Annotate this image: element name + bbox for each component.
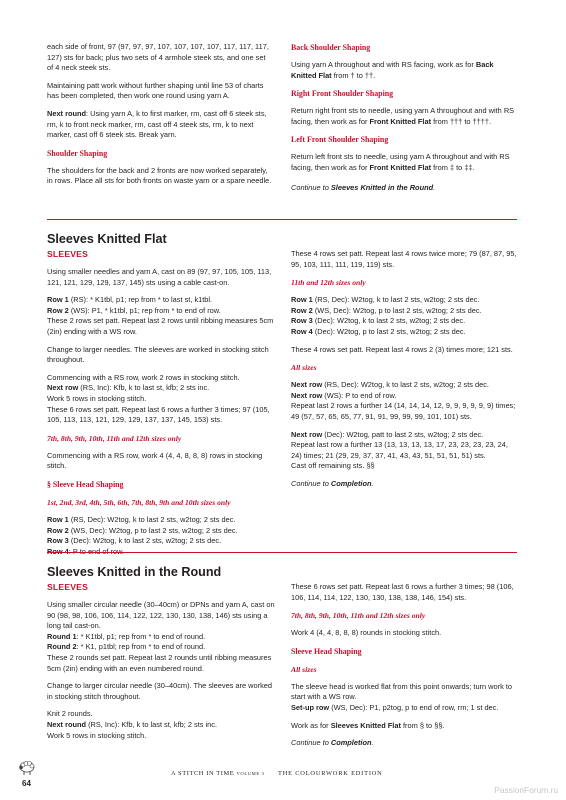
- footer-book-title: [171, 770, 264, 777]
- label: Set-up row: [291, 702, 330, 712]
- paragraph: Work 5 rows in stocking stitch.: [47, 393, 147, 403]
- text: from ‡ to ‡‡.: [431, 162, 475, 172]
- paragraph: Change to larger needles. The sleeves are worked in stocking stitch throughout.: [47, 344, 269, 365]
- paragraph: The shoulders for the back and 2 fronts are now worked separately, in rows. Place all sts for both fronts on waste yarn or a spare needle.: [47, 165, 272, 186]
- continue-note: [291, 738, 517, 749]
- continue-note: [291, 479, 517, 490]
- paragraph: These 6 rows set patt. Repeat last 6 rows a further 3 times; 97 (105, 105, 113, 113, 121, 129, 129, 137, 137, 145, 153) sts.: [47, 404, 270, 425]
- cross-ref: Completion: [330, 738, 372, 748]
- watermark: PassionForum.ru: [494, 785, 558, 795]
- subheading-sleeves: SLEEVES: [47, 582, 89, 592]
- cross-ref: Front Knitted Flat: [369, 116, 432, 126]
- heading-sleeve-head-shaping: § Sleeve Head Shaping: [47, 479, 124, 489]
- text: Continue to: [291, 738, 331, 748]
- cross-ref: Sleeves Knitted in the Round: [330, 182, 434, 192]
- paragraph: [291, 721, 517, 732]
- text: Continue to: [291, 478, 331, 488]
- label: Row 3: [291, 316, 313, 326]
- paragraph: Repeat last row a further 13 (13, 13, 13, 13, 17, 23, 23, 23, 23, 24, 24) times; 21 (29, 29, 37, 37, 41, 43, 43, 51, 51, 51, 51) sts.: [291, 440, 508, 460]
- label: Row 2: [47, 525, 69, 535]
- label: Next row: [291, 390, 323, 400]
- text: .: [371, 478, 374, 488]
- text: (Dec): W2tog, p to last 2 sts, w2tog; 2 sts dec.: [312, 326, 466, 336]
- continue-note: [291, 183, 517, 194]
- round-left-column: [47, 582, 275, 741]
- paragraph: Repeat last 2 rows a further 14 (14, 14, 14, 12, 9, 9, 9, 9, 9, 9) times; 49 (57, 57, 65, 65, 77, 91, 91, 99, 99, 99, 101, 101) sts.: [291, 401, 516, 421]
- paragraph: each side of front, 97 (97, 97, 97, 107, 107, 107, 107, 117, 117, 117, 127) sts for back; plus two sets of 4 armhole steek sts, and one set of 4 neck steek sts.: [47, 42, 269, 73]
- text: (Dec): W2tog, k to last 2 sts, w2tog; 2 sts dec.: [312, 316, 466, 326]
- text: (RS, Dec): W2tog, k to last 2 sts, w2tog; 2 sts dec.: [312, 295, 480, 305]
- text: : * K1, p1tbl; rep from * to end of round.: [76, 642, 206, 652]
- text: .: [433, 182, 436, 192]
- text: (WS, Dec): W2tog, p to last 2 sts, w2tog; 2 sts dec.: [68, 525, 238, 535]
- cross-ref: Completion: [330, 478, 372, 488]
- text: Return left front sts to needle, using yarn A throughout and with RS facing, then work as for: [291, 152, 510, 172]
- text: : Using yarn A, k to first marker, rm, cast off 6 steek sts, rm, k to front neck marker, rm, cast off 4 steek sts, rm, k to next marker, cast off 6 steek sts. Break yarn.: [47, 108, 267, 140]
- footer-edition: THE COLOURWORK EDITION: [278, 770, 383, 777]
- sizes-heading: All sizes: [291, 664, 317, 674]
- label: Row 3: [47, 536, 69, 546]
- paragraph: [291, 60, 517, 81]
- section-divider: [47, 552, 517, 553]
- page-number: 64: [22, 779, 31, 788]
- flat-left-column: [47, 249, 275, 557]
- row-line: [47, 515, 275, 526]
- cross-ref: Front Knitted Flat: [369, 162, 432, 172]
- sizes-heading: 1st, 2nd, 3rd, 4th, 5th, 6th, 7th, 8th, 9th and 10th sizes only: [47, 497, 231, 507]
- label: Next row: [47, 383, 79, 393]
- sizes-heading: 11th and 12th sizes only: [291, 278, 366, 288]
- label: Next row: [291, 380, 323, 390]
- text: from † to ††.: [331, 70, 376, 80]
- text: from ††† to ††††.: [431, 116, 492, 126]
- subheading-sleeves: SLEEVES: [47, 249, 89, 259]
- label: Row 1: [47, 295, 69, 305]
- row-line: [291, 306, 517, 317]
- flat-right-column: [291, 249, 517, 497]
- text: (Dec): W2tog, patt to last 2 sts, w2tog; 2 sts dec.: [322, 429, 484, 439]
- paragraph: Commencing with a RS row, work 4 (4, 4, 8, 8, 8) rows in stocking stitch.: [47, 450, 263, 471]
- label: Round 1: [47, 631, 77, 641]
- paragraph: These 2 rounds set patt. Repeat last 2 rounds until ribbing measures 5cm (2in) ending with an even numbered round.: [47, 652, 272, 673]
- text: Return right front sts to needle, using yarn A throughout and with RS facing, then work as for: [291, 106, 515, 126]
- label: Row 1: [47, 514, 69, 524]
- section-title-sleeves-round: Sleeves Knitted in the Round: [47, 565, 222, 579]
- label: Row 2: [47, 305, 69, 315]
- sizes-heading: 7th, 8th, 9th, 10th, 11th and 12th sizes only: [291, 611, 426, 621]
- label: Next row: [291, 429, 323, 439]
- sheep-logo-icon: [16, 756, 38, 778]
- row-line: [47, 632, 275, 643]
- top-left-column: [47, 42, 273, 194]
- paragraph: These 6 rows set patt. Repeat last 6 rows a further 3 times; 98 (106, 106, 114, 114, 122, 130, 130, 138, 138, 146, 154) sts.: [291, 582, 514, 602]
- paragraph: Cast off remaining sts. §§: [291, 461, 375, 471]
- label: Row 2: [291, 305, 313, 315]
- paragraph: These 2 rows set patt. Repeat last 2 rows until ribbing measures 5cm (2in) ending with a WS row.: [47, 316, 274, 336]
- sizes-heading: 7th, 8th, 9th, 10th, 11th and 12th sizes only: [47, 433, 182, 443]
- text: Continue to: [291, 182, 331, 192]
- paragraph: Using smaller circular needle (30–40cm) or DPNs and yarn A, cast on 90 (98, 98, 106, 106, 114, 122, 122, 130, 130, 138, 146) sts using a long tail cast-on.: [47, 600, 275, 631]
- text: (Dec): W2tog, k to last 2 sts, w2tog; 2 sts dec.: [68, 536, 222, 546]
- text: : * K1tbl, p1; rep from * to end of round.: [76, 631, 206, 641]
- label: Row 1: [291, 295, 313, 305]
- cross-ref: Sleeves Knitted Flat: [330, 720, 401, 730]
- label: Next round: [47, 108, 87, 118]
- heading-back-shoulder: Back Shoulder Shaping: [291, 43, 371, 52]
- row-line: [47, 642, 275, 653]
- book-title: A STITCH IN TIME: [171, 770, 235, 777]
- label: Round 2: [47, 642, 77, 652]
- text: from § to §§.: [400, 720, 445, 730]
- section-title-sleeves-flat: Sleeves Knitted Flat: [47, 232, 167, 246]
- row-line: [291, 380, 517, 391]
- heading-sleeve-head-shaping: Sleeve Head Shaping: [291, 646, 362, 656]
- paragraph: These 4 rows set patt. Repeat last 4 rows twice more; 79 (87, 87, 95, 95, 103, 111, 111, 119, 119) sts.: [291, 249, 517, 269]
- paragraph: Commencing with a RS row, work 2 rows in stocking stitch.: [47, 372, 240, 382]
- row-line: [47, 306, 275, 317]
- paragraph: Change to larger circular needle (30–40cm). The sleeves are worked in stocking stitch throughout.: [47, 681, 272, 701]
- text: (WS): P1, * k1tbl, p1; rep from * to end of row.: [68, 305, 221, 315]
- sizes-heading: All sizes: [291, 363, 317, 373]
- text: (WS): P to end of row.: [322, 390, 397, 400]
- text: (RS, Inc): Kfb, k to last st, kfb; 2 sts inc.: [78, 383, 210, 393]
- paragraph: The sleeve head is worked flat from this point onwards; turn work to start with a WS row.: [291, 681, 513, 702]
- text: (WS, Dec): P1, p2tog, p to end of row, rm; 1 st dec.: [329, 702, 499, 712]
- cross-ref: Back Knitted Flat: [291, 60, 494, 80]
- paragraph: [47, 109, 273, 141]
- row-line: [47, 295, 275, 306]
- section-divider: [47, 219, 517, 220]
- paragraph: Knit 2 rounds.: [47, 709, 93, 719]
- row-line: [47, 526, 275, 537]
- paragraph: Using smaller needles and yarn A, cast on 89 (97, 97, 105, 105, 113, 121, 121, 129, 129, 137, 145) sts using a cable cast-on.: [47, 267, 272, 287]
- paragraph: Maintaining patt work without further shaping until line 53 of charts has been completed, then work one round using yarn A.: [47, 80, 264, 101]
- text: Using yarn A throughout and with RS facing, work as for: [291, 60, 476, 69]
- top-right-column: [291, 42, 517, 200]
- label: Row 4: [291, 326, 313, 336]
- text: (RS, Inc): Kfb, k to last st, kfb; 2 sts inc.: [86, 719, 218, 729]
- paragraph: [291, 152, 517, 173]
- paragraph: Work 5 rows in stocking stitch.: [47, 730, 147, 740]
- row-line: [47, 536, 275, 547]
- row-line: [291, 295, 517, 306]
- heading-left-front-shoulder: Left Front Shoulder Shaping: [291, 135, 389, 145]
- text: (RS, Dec): W2tog, k to last 2 sts, w2tog; 2 sts dec.: [322, 380, 489, 390]
- volume-label: VOLUME 3: [236, 771, 265, 776]
- paragraph: These 4 rows set patt. Repeat last 4 rows 2 (3) times more; 121 sts.: [291, 344, 513, 354]
- text: (WS, Dec): W2tog, p to last 2 sts, w2tog; 2 sts dec.: [312, 305, 482, 315]
- label: Next round: [47, 719, 87, 729]
- text: (RS, Dec): W2tog, k to last 2 sts, w2tog; 2 sts dec.: [68, 514, 236, 524]
- paragraph: Work 4 (4, 4, 8, 8, 8) rounds in stocking stitch.: [291, 628, 442, 638]
- heading-shoulder-shaping: Shoulder Shaping: [47, 148, 108, 158]
- heading-right-front-shoulder: Right Front Shoulder Shaping: [291, 89, 394, 99]
- row-line: [291, 703, 517, 714]
- text: Work as for: [291, 720, 331, 730]
- row-line: [291, 430, 517, 441]
- row-line: [291, 391, 517, 402]
- row-line: [291, 327, 517, 338]
- paragraph: [291, 106, 517, 127]
- round-right-column: [291, 582, 517, 756]
- row-line: [47, 720, 275, 731]
- row-line: [291, 316, 517, 327]
- text: .: [371, 738, 374, 748]
- row-line: [47, 383, 275, 394]
- text: (RS): * K1tbl, p1; rep from * to last st, k1tbl.: [68, 295, 213, 305]
